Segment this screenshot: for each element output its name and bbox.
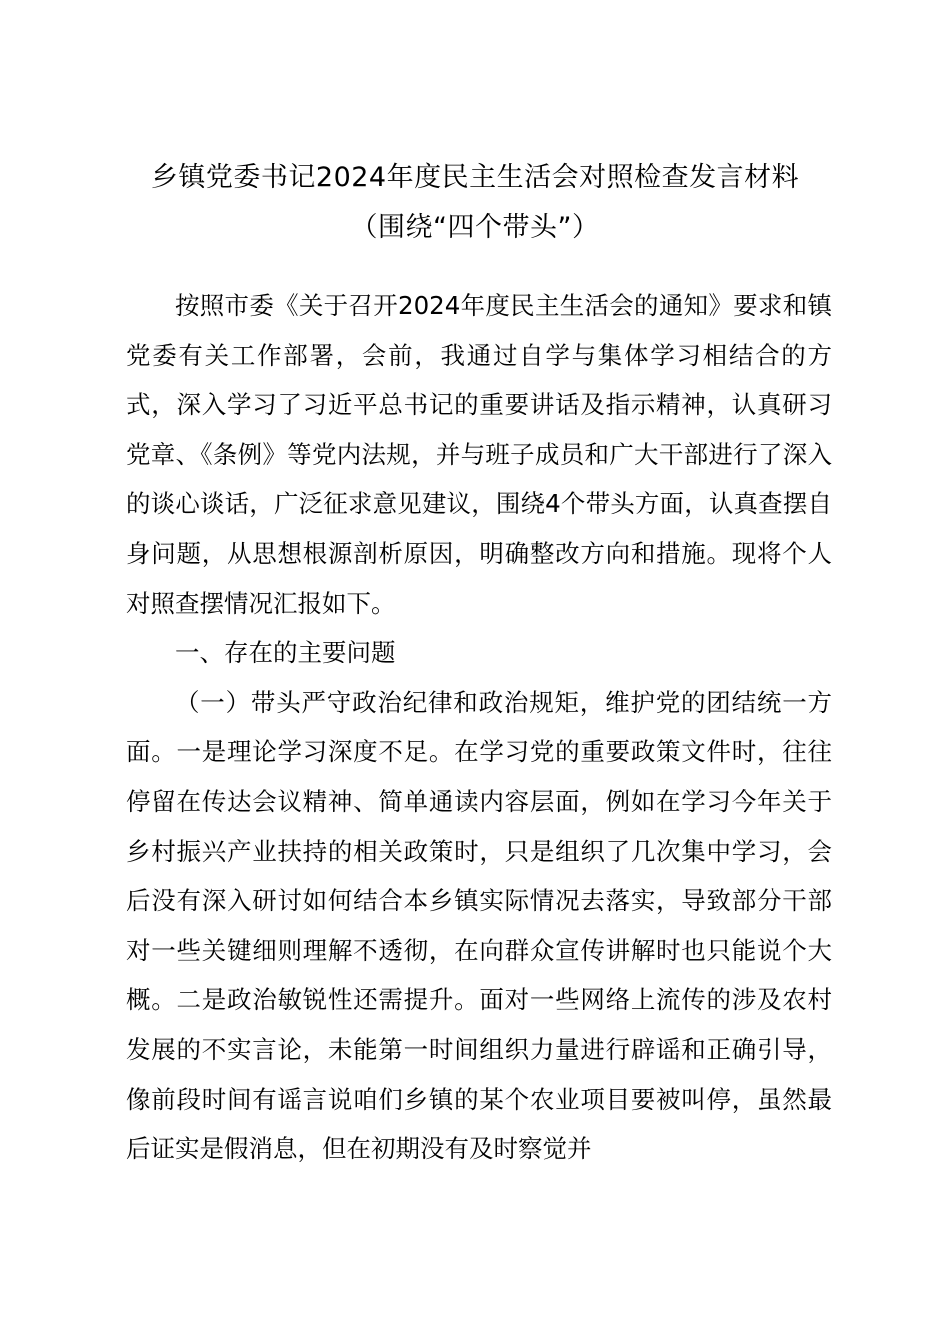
document-title: 乡镇党委书记2024年度民主生活会对照检查发言材料 — [150, 162, 800, 193]
body-paragraph: （一）带头严守政治纪律和政治规矩，维护党的团结统一方面。一是理论学习深度不足。在学习党的重要政策文件时，往往停留在传达会议精神、简单通读内容层面，例如在学习今年关于乡村振兴产业扶持的相关政策时，只是组织了几次集中学习，会后没有深入研讨如何结合本乡镇实际情况去落实，导致部分干部对一些关键细则理解不透彻，在向群众宣传讲解时也只能说个大概。二是政治敏锐性还需提升。面对一些网络上流传的涉及农村发展的不实言论，未能第一时间组织力量进行辟谣和正确引导，像前段时间有谣言说咱们乡镇的某个农业项目要被叫停，虽然最后证实是假消息，但在初期没有及时察觉并 — [126, 687, 832, 1164]
document-body — [126, 281, 832, 1174]
document-subtitle: （围绕“四个带头”） — [350, 212, 600, 243]
section-heading: 一、存在的主要问题 — [175, 638, 396, 668]
intro-paragraph: 按照市委《关于召开2024年度民主生活会的通知》要求和镇党委有关工作部署，会前，我通过自学与集体学习相结合的方式，深入学习了习近平总书记的重要讲话及指示精神，认真研习党章、《条例》等党内法规，并与班子成员和广大干部进行了深入的谈心谈话，广泛征求意见建议，围绕4个带头方面，认真查摆自身问题，从思想根源剖析原因，明确整改方向和措施。现将个人对照查摆情况汇报如下。 — [126, 291, 832, 618]
